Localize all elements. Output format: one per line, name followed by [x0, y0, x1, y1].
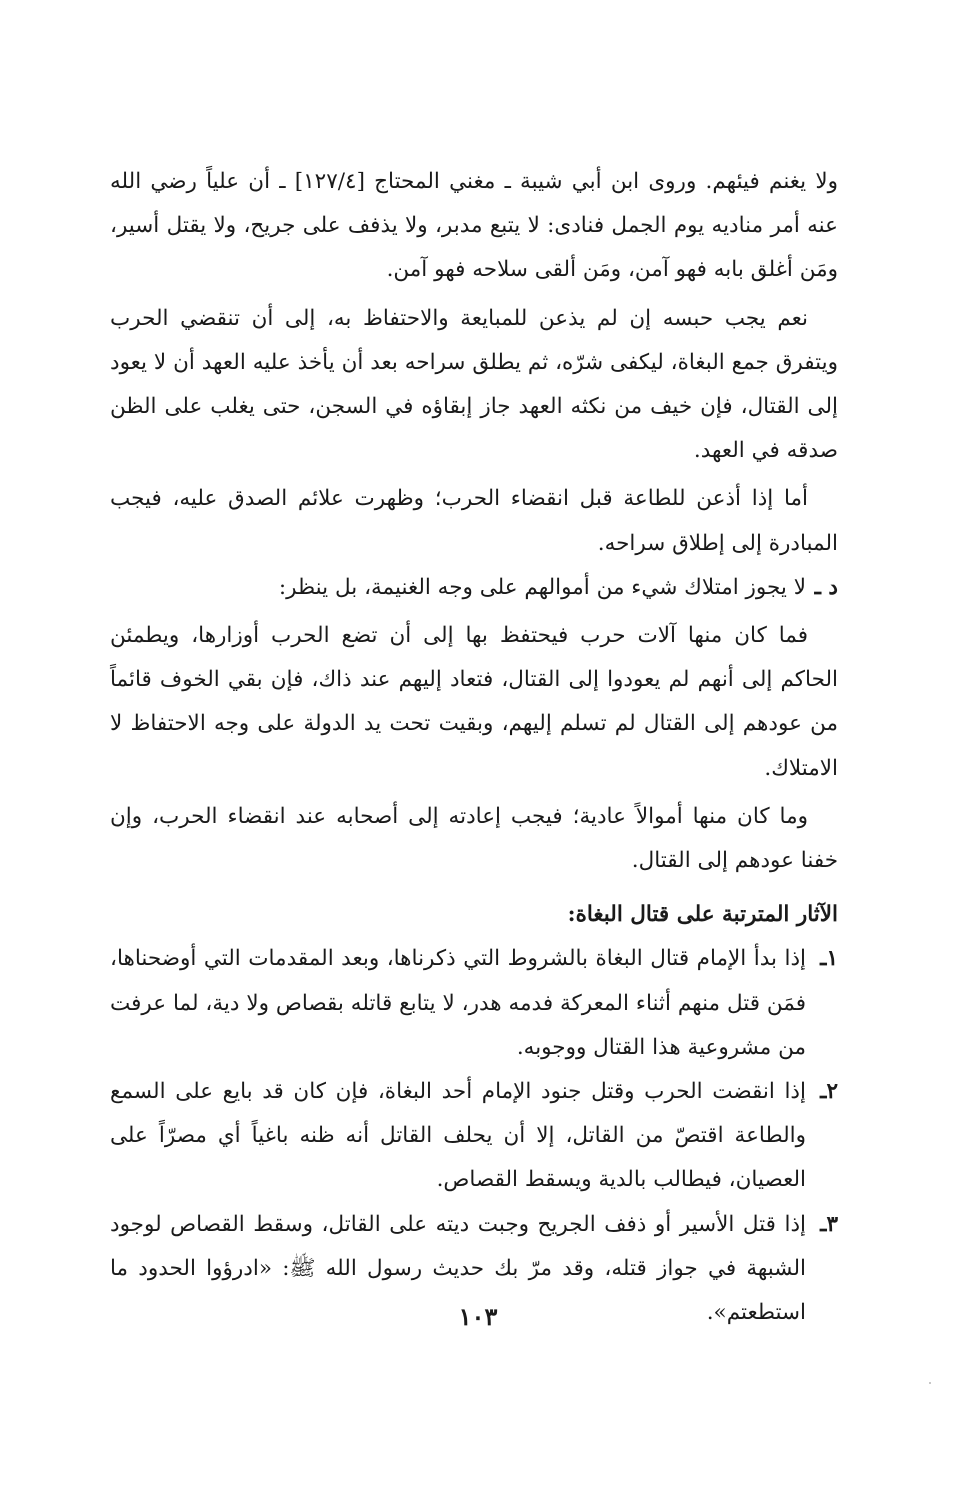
paragraph-5: فما كان منها آلات حرب فيحتفظ بها إلى أن تضع الحرب أوزارها، ويطمئن الحاكم إلى أنهم لم يعودوا إلى القتال، فتعاد إليهم عند ذاك، فإن بقي الخوف قائماً من عودهم إلى القتال لم تسلم إليهم، وبقيت تحت يد الدولة على وجه الاحتفاظ لا الامتلاك.: [110, 623, 838, 781]
clause-d-text: لا يجوز امتلاك شيء من أموالهم على وجه الغنيمة، بل ينظر:: [278, 574, 806, 600]
list-item-text: إذا قتل الأسير أو ذفف الجريح وجبت ديته على القاتل، وسقط القصاص لوجود الشبهة في جواز قتله، وقد مرّ بك حديث رسول الله ﷺ: «ادرؤوا الحدود ما استطعتم».: [110, 1211, 806, 1326]
list-item-marker: ٢ـ: [820, 1079, 838, 1105]
list-item: [110, 937, 838, 1070]
paragraph-3: أما إذا أذعن للطاعة قبل انقضاء الحرب؛ وظهرت علائم الصدق عليه، فيجب المبادرة إلى إطلاق سراحه.: [110, 486, 838, 556]
page-body: [110, 160, 838, 1335]
clause-d-marker: د ـ: [814, 574, 838, 600]
clause-d: [110, 566, 838, 610]
scan-speck: [929, 1382, 931, 1384]
page-number: ١٠٣: [458, 1302, 498, 1331]
list-item-marker: ١ـ: [820, 946, 838, 972]
list-item-text: إذا بدأ الإمام قتال البغاة بالشروط التي ذكرناها، وبعد المقدمات التي أوضحناها، فمَن قتل منهم أثناء المعركة فدمه هدر، لا يتابع قاتله بقصاص ولا دية، لما عرفت من مشروعية هذا القتال ووجوبه.: [110, 946, 806, 1060]
paragraph-2: نعم يجب حبسه إن لم يذعن للمبايعة والاحتفاظ به، إلى أن تنقضي الحرب ويتفرق جمع البغاة، ليكفى شرّه، ثم يطلق سراحه بعد أن يأخذ عليه العهد أن لا يعود إلى القتال، فإن خيف من نكثه العهد جاز إبقاؤه في السجن، حتى يغلب على الظن صدقه في العهد.: [110, 305, 838, 464]
paragraph-1: ولا يغنم فيئهم. وروى ابن أبي شيبة ـ مغني المحتاج [١٢٧/٤] ـ أن علياً رضي الله عنه أمر مناديه يوم الجمل فنادى: لا يتبع مدبر، ولا يذفف على جريح، ولا يقتل أسير، ومَن أغلق بابه فهو آمن، ومَن ألقى سلاحه فهو آمن.: [110, 169, 838, 283]
list-item: [110, 1070, 838, 1203]
paragraph-6: وما كان منها أموالاً عادية؛ فيجب إعادته إلى أصحابه عند انقضاء الحرب، وإن خفنا عودهم إلى القتال.: [110, 803, 838, 874]
list-item-marker: ٣ـ: [820, 1211, 838, 1237]
list-item-text: إذا انقضت الحرب وقتل جنود الإمام أحد البغاة، فإن كان قد بايع على السمع والطاعة اقتصّ من القاتل، إلا أن يحلف القاتل أنه ظنه باغياً أي مصرّاً على العصيان، فيطالب بالدية ويسقط القصاص.: [110, 1079, 806, 1193]
section-heading: الآثار المترتبة على قتال البغاة:: [567, 902, 838, 928]
